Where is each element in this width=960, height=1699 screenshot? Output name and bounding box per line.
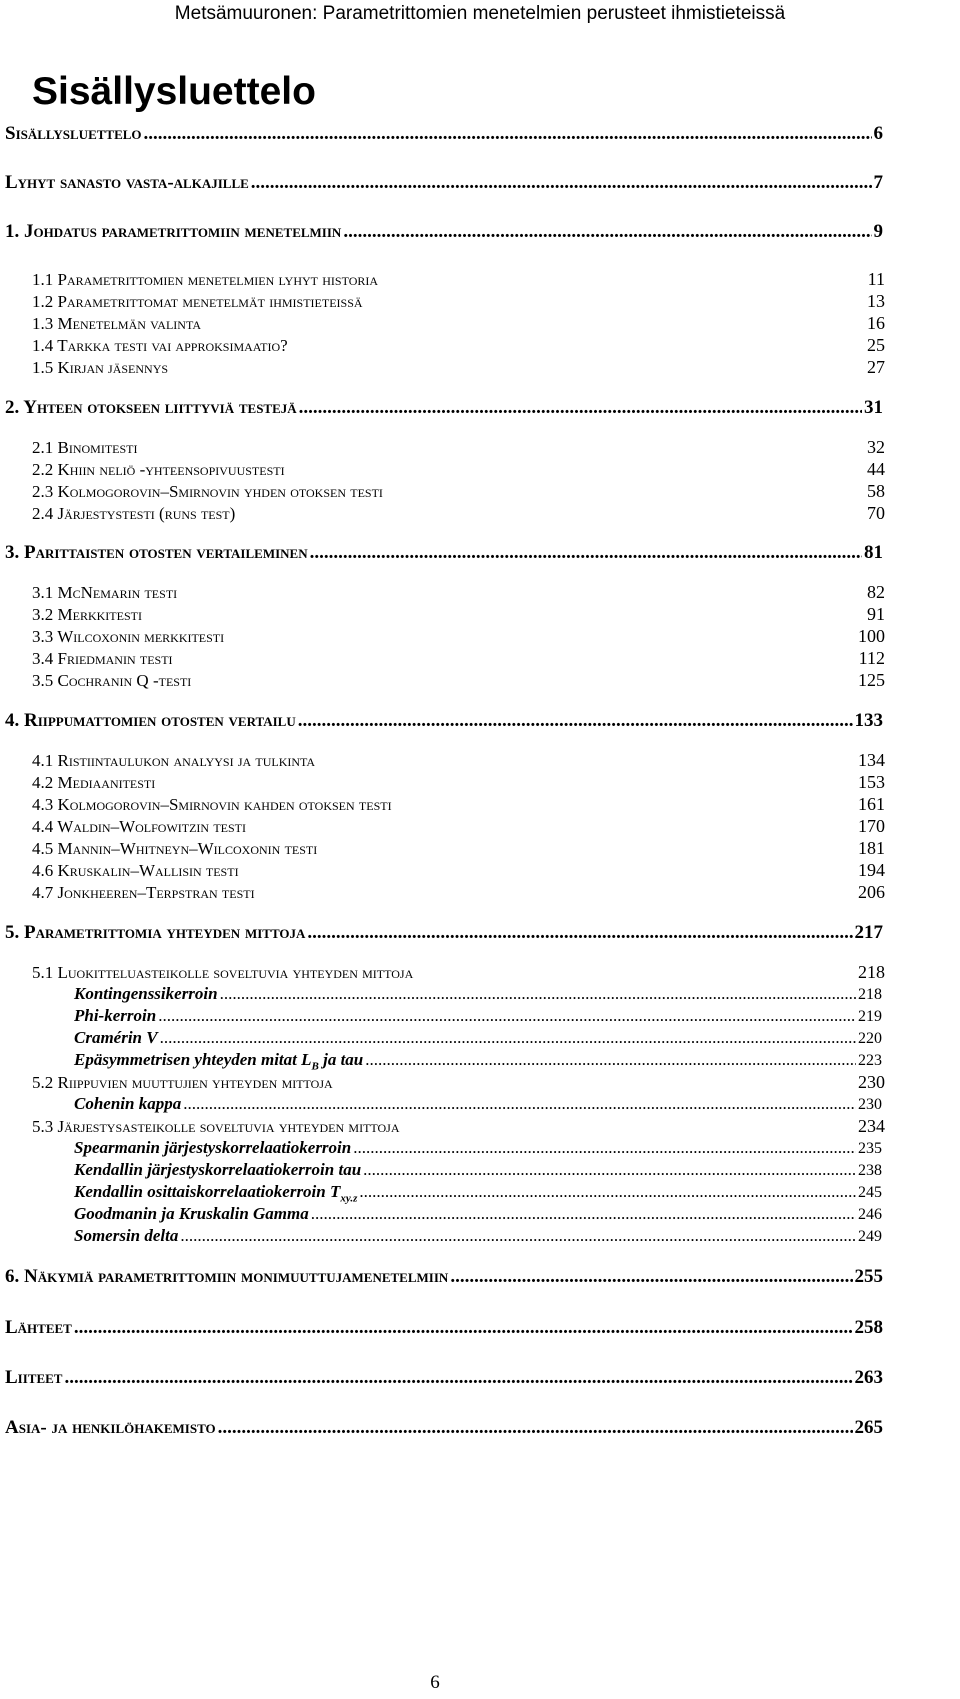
- toc-entry[interactable]: [32, 357, 885, 378]
- dot-leader: [307, 922, 852, 944]
- toc-entry-title: 4.7 Jonkheeren–Terpstran testi: [32, 883, 255, 902]
- toc-entry[interactable]: [32, 838, 885, 859]
- toc-entry[interactable]: [5, 1317, 883, 1339]
- toc-entry-title: 2.3 Kolmogorovin–Smirnovin yhden otoksen testi: [32, 482, 383, 501]
- dot-leader: [160, 1028, 856, 1048]
- toc-entry-title: 5.1 Luokitteluasteikolle soveltuvia yhteyden mittoja: [32, 963, 414, 982]
- toc-entry-page: 223: [858, 1052, 882, 1069]
- toc-entry-page: 125: [858, 670, 885, 690]
- toc-entry[interactable]: [32, 794, 885, 815]
- dot-leader: [359, 1182, 856, 1202]
- toc-entry-title: Goodmanin ja Kruskalin Gamma: [74, 1204, 309, 1223]
- toc-entry-page: 161: [858, 794, 885, 814]
- toc-entry-page: 153: [858, 772, 885, 792]
- dot-leader: [220, 984, 856, 1004]
- toc-entry-page: 230: [858, 1096, 882, 1113]
- toc-entry[interactable]: [32, 860, 885, 881]
- toc-entry-page: 6: [873, 123, 883, 144]
- toc-entry-page: 91: [867, 604, 885, 624]
- dot-leader: [450, 1266, 852, 1288]
- toc-entry-page: 265: [854, 1417, 883, 1438]
- toc-entry-page: 82: [867, 582, 885, 602]
- toc-entry-page: 258: [854, 1317, 883, 1338]
- toc-entry-title: Spearmanin järjestyskorrelaatiokerroin: [74, 1138, 352, 1157]
- toc-entry[interactable]: [32, 313, 885, 334]
- toc-entry-page: 234: [858, 1116, 885, 1136]
- toc-entry-page: 230: [858, 1072, 885, 1092]
- toc-entry-page: 134: [858, 750, 885, 770]
- toc-entry[interactable]: [32, 503, 885, 524]
- toc-entry-title: 3.2 Merkkitesti: [32, 605, 142, 624]
- toc-entry-title: Kontingenssikerroin: [74, 984, 218, 1003]
- toc-entry-title: Phi-kerroin: [74, 1006, 157, 1025]
- dot-leader: [251, 172, 872, 194]
- dot-leader: [183, 1094, 856, 1114]
- toc-entry-title: 4.2 Mediaanitesti: [32, 773, 156, 792]
- toc-entry[interactable]: [32, 269, 885, 290]
- toc-entry-page: 16: [867, 313, 885, 333]
- running-header: Metsämuuronen: Parametrittomien menetelmien perusteet ihmistieteissä: [174, 3, 786, 24]
- toc-entry[interactable]: [5, 397, 883, 419]
- toc-entry[interactable]: [5, 1367, 883, 1389]
- toc-entry[interactable]: [32, 750, 885, 771]
- toc-entry-title: Kendallin osittaiskorrelaatiokerroin $T_{xy.z}$: [74, 1182, 358, 1205]
- dot-leader: [74, 1317, 853, 1339]
- toc-entry-title: 3.1 McNemarin testi: [32, 583, 178, 602]
- page-title: Sisällysluettelo: [32, 70, 316, 113]
- toc-entry-title: 5.3 Järjestysasteikolle soveltuvia yhteyden mittoja: [32, 1117, 400, 1136]
- toc-entry-page: 70: [867, 503, 885, 523]
- page-number: 6: [430, 1672, 440, 1693]
- toc-entry[interactable]: [74, 1028, 882, 1048]
- dot-leader: [64, 1367, 852, 1389]
- dot-leader: [365, 1050, 856, 1070]
- toc-entry-title: 2.4 Järjestystesti (runs test): [32, 504, 236, 523]
- toc-entry-title: 2.1 Binomitesti: [32, 438, 138, 457]
- toc-entry-title: Lähteet: [5, 1317, 72, 1338]
- toc-entry-title: 1.5 Kirjan jäsennys: [32, 358, 169, 377]
- toc-entry-title: 4.6 Kruskalin–Wallisin testi: [32, 861, 239, 880]
- toc-entry-page: 44: [867, 459, 885, 479]
- toc-entry[interactable]: [32, 772, 885, 793]
- toc-entry-page: 32: [867, 437, 885, 457]
- toc-entry[interactable]: [74, 1050, 882, 1072]
- dot-leader: [144, 123, 872, 145]
- toc-entry-page: 263: [854, 1367, 883, 1388]
- toc-entry[interactable]: [32, 962, 885, 983]
- toc-entry-page: 27: [867, 357, 885, 377]
- toc-entry-page: 58: [867, 481, 885, 501]
- toc-entry-title: 6. Näkymiä parametrittomiin monimuuttujamenetelmiin: [5, 1266, 449, 1287]
- toc-entry[interactable]: [32, 335, 885, 356]
- toc-entry-page: 246: [858, 1206, 882, 1223]
- toc-entry-title: 1.2 Parametrittomat menetelmät ihmistieteissä: [32, 292, 363, 311]
- toc-entry-title: 1.3 Menetelmän valinta: [32, 314, 201, 333]
- toc-entry-title: 5. Parametrittomia yhteyden mittoja: [5, 922, 306, 943]
- toc-entry-page: 81: [864, 542, 883, 563]
- toc-entry-page: 7: [873, 172, 883, 193]
- dot-leader: [218, 1417, 853, 1439]
- toc-entry-page: 194: [858, 860, 885, 880]
- toc-entry[interactable]: [32, 648, 885, 669]
- toc-entry-page: 13: [867, 291, 885, 311]
- toc-entry[interactable]: [32, 459, 885, 480]
- toc-entry[interactable]: [74, 1006, 882, 1026]
- toc-entry-page: 206: [858, 882, 885, 902]
- toc-entry[interactable]: [74, 984, 882, 1004]
- toc-entry-title: 1.4 Tarkka testi vai approksimaatio?: [32, 336, 288, 355]
- toc-entry-title: Sisällysluettelo: [5, 123, 142, 144]
- toc-entry-title: Cohenin kappa: [74, 1094, 182, 1113]
- toc-entry[interactable]: [32, 882, 885, 903]
- toc-entry-page: 249: [858, 1228, 882, 1245]
- toc-entry-page: 100: [858, 626, 885, 646]
- toc-entry[interactable]: [74, 1182, 882, 1204]
- dot-leader: [298, 710, 853, 732]
- toc-entry[interactable]: [5, 172, 883, 194]
- toc-entry[interactable]: [32, 604, 885, 625]
- dot-leader: [311, 1204, 856, 1224]
- toc-entry-title: Asia- ja henkilöhakemisto: [5, 1417, 216, 1438]
- toc-entry[interactable]: [74, 1160, 882, 1180]
- toc-entry-title: 4. Riippumattomien otosten vertailu: [5, 710, 296, 731]
- toc-entry-title: Epäsymmetrisen yhteyden mitat $L_B$ ja tau: [74, 1050, 364, 1073]
- toc-entry-title: Lyhyt sanasto vasta-alkajille: [5, 172, 249, 193]
- toc-entry-title: 5.2 Riippuvien muuttujien yhteyden mittoja: [32, 1073, 333, 1092]
- toc-entry-title: Liiteet: [5, 1367, 63, 1388]
- toc-entry-title: 3. Parittaisten otosten vertaileminen: [5, 542, 308, 563]
- dot-leader: [158, 1006, 856, 1026]
- dot-leader: [343, 221, 871, 243]
- toc-entry-page: 112: [858, 648, 885, 668]
- toc-entry-page: 25: [867, 335, 885, 355]
- toc-entry-page: 31: [864, 397, 883, 418]
- toc-entry[interactable]: [32, 481, 885, 502]
- toc-entry[interactable]: [5, 1266, 883, 1288]
- toc-entry-page: 217: [854, 922, 883, 943]
- toc-entry-title: Kendallin järjestyskorrelaatiokerroin tau: [74, 1160, 362, 1179]
- toc-entry-page: 181: [858, 838, 885, 858]
- toc-entry-page: 238: [858, 1162, 882, 1179]
- toc-entry[interactable]: [5, 221, 883, 243]
- toc-entry-page: 218: [858, 962, 885, 982]
- dot-leader: [363, 1160, 856, 1180]
- toc-entry[interactable]: [74, 1138, 882, 1158]
- toc-entry[interactable]: [32, 816, 885, 837]
- toc-entry-page: 219: [858, 1008, 882, 1025]
- toc-entry[interactable]: [74, 1094, 882, 1114]
- toc-entry-title: 4.1 Ristiintaulukon analyysi ja tulkinta: [32, 751, 316, 770]
- toc-entry-title: 3.5 Cochranin Q -testi: [32, 671, 192, 690]
- toc-entry-page: 245: [858, 1184, 882, 1201]
- toc-entry-title: Somersin delta: [74, 1226, 179, 1245]
- toc-entry-page: 255: [854, 1266, 883, 1287]
- toc-entry[interactable]: [5, 1417, 883, 1439]
- toc-entry-title: 1. Johdatus parametrittomiin menetelmiin: [5, 221, 342, 242]
- toc-entry-title: 4.4 Waldin–Wolfowitzin testi: [32, 817, 246, 836]
- toc-entry-title: 3.4 Friedmanin testi: [32, 649, 173, 668]
- toc-entry[interactable]: [74, 1204, 882, 1224]
- toc-entry-page: 218: [858, 986, 882, 1003]
- toc-entry-page: 133: [854, 710, 883, 731]
- toc-entry-title: 4.5 Mannin–Whitneyn–Wilcoxonin testi: [32, 839, 318, 858]
- toc-entry[interactable]: [5, 922, 883, 944]
- toc-entry-page: 11: [867, 269, 885, 289]
- dot-leader: [299, 397, 862, 419]
- toc-entry[interactable]: [32, 437, 885, 458]
- toc-entry-title: 2.2 Khiin neliö -yhteensopivuustesti: [32, 460, 285, 479]
- toc-entry[interactable]: [5, 710, 883, 732]
- toc-entry[interactable]: [32, 1116, 885, 1137]
- toc-entry[interactable]: [5, 123, 883, 145]
- toc-entry-page: 235: [858, 1140, 882, 1157]
- toc-entry-page: 220: [858, 1030, 882, 1047]
- toc-entry-title: 4.3 Kolmogorovin–Smirnovin kahden otoksen testi: [32, 795, 392, 814]
- toc-entry[interactable]: [74, 1226, 882, 1246]
- toc-entry-title: 1.1 Parametrittomien menetelmien lyhyt historia: [32, 270, 379, 289]
- toc-entry[interactable]: [32, 626, 885, 647]
- toc-entry[interactable]: [5, 542, 883, 564]
- dot-leader: [353, 1138, 856, 1158]
- toc-entry-page: 9: [873, 221, 883, 242]
- toc-entry-title: Cramérin V: [74, 1028, 158, 1047]
- toc-entry[interactable]: [32, 670, 885, 691]
- toc-entry[interactable]: [32, 582, 885, 603]
- toc-entry-page: 170: [858, 816, 885, 836]
- toc-entry[interactable]: [32, 291, 885, 312]
- toc-entry[interactable]: [32, 1072, 885, 1093]
- toc-entry-title: 2. Yhteen otokseen liittyviä testejä: [5, 397, 297, 418]
- dot-leader: [310, 542, 862, 564]
- dot-leader: [180, 1226, 856, 1246]
- toc-entry-title: 3.3 Wilcoxonin merkkitesti: [32, 627, 225, 646]
